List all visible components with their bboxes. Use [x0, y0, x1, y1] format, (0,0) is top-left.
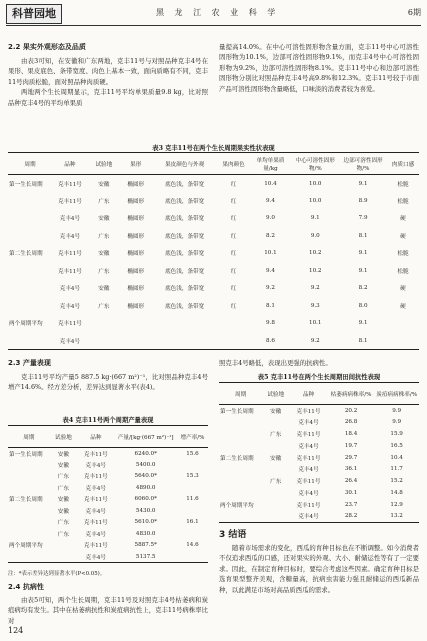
table-cell: 第二生长周期: [220, 455, 254, 462]
table-cell: [88, 315, 120, 333]
table-cell: 克丰11号: [83, 543, 108, 550]
table-cell: 5610.0*: [134, 519, 157, 526]
table5-header: 周期: [234, 391, 247, 398]
table-cell: [50, 540, 78, 552]
table-cell: 克丰11号: [57, 251, 82, 258]
table3-header: 单均单果质量/kg: [256, 157, 285, 172]
table-row: [219, 416, 419, 428]
table-cell: 16.1: [186, 519, 199, 526]
table-cell: 8.2: [358, 285, 368, 292]
table-cell: 9.1: [358, 250, 368, 257]
table-cell: 安徽: [270, 455, 282, 462]
table-cell: [219, 487, 262, 499]
table-cell: 10.1: [264, 250, 277, 257]
table-cell: 两个周期平均: [220, 502, 254, 509]
issue-number: 6期: [407, 8, 421, 17]
table-cell: 广东: [57, 531, 69, 538]
table-cell: [8, 505, 50, 517]
section-title-2-2: 2.2 果实外观形态及品质: [8, 43, 86, 51]
table-cell: 松脆: [397, 198, 409, 205]
table-cell: 10.0: [309, 197, 322, 204]
table-cell: 安徽: [57, 497, 69, 504]
section-2-2-body-right: [219, 42, 419, 94]
table-cell: 克丰11号: [83, 497, 108, 504]
table-cell: 14.8: [390, 489, 403, 496]
table-cell: 椭圆形: [127, 286, 145, 293]
table-cell: 广东: [98, 198, 110, 205]
table-cell: 椭圆形: [127, 198, 145, 205]
section-2-4-continued: [219, 358, 419, 368]
journal-title: 黑 龙 江 农 业 科 学: [156, 8, 280, 17]
table-cell: 29.7: [344, 454, 358, 461]
table-cell: 28.2: [344, 513, 358, 520]
table-cell: 9.4: [266, 197, 275, 204]
table-cell: [8, 482, 50, 494]
table-cell: [177, 551, 208, 563]
paragraph: 照克丰4号略低，表现出更强的抗病性。: [219, 359, 332, 367]
table-row: [8, 528, 208, 540]
table-row: [8, 192, 419, 210]
table4-header: 产量/[kg·(667 m²)⁻¹]: [117, 434, 174, 441]
table-cell: 红: [230, 181, 237, 188]
table-row: [219, 463, 419, 475]
table5-body: [219, 405, 419, 523]
table-cell: [219, 428, 262, 440]
table-cell: 8.2: [266, 232, 275, 239]
table-row: [219, 440, 419, 452]
table4: [8, 425, 208, 563]
table-cell: 9.8: [266, 320, 275, 327]
table-cell: 广东: [98, 268, 110, 275]
table-cell: 9.9: [392, 419, 402, 426]
table-cell: 安徽: [98, 216, 110, 223]
table-cell: 9.1: [358, 180, 368, 187]
table-cell: 椭圆形: [127, 216, 145, 223]
table-cell: 10.4: [390, 454, 403, 461]
table4-header: 试验地: [55, 434, 72, 441]
table-cell: 9.0: [310, 232, 320, 239]
paragraph: 量提高14.0%。在中心可溶性固形物含量方面，克丰11号中心可溶性固形物为10.1%，边部可溶性固形物9.1%，而克丰4号中心可溶性固形物为9.2%，边部可溶性固形物8.1%。克丰11号中心和边部可溶性固形物分别比对照品种克丰4号高9.8%和12.3%。克丰11号较于市面产品可溶性固形物含量略低，口味淡的消费者较为喜爱。: [219, 43, 419, 93]
table-cell: 30.1: [344, 489, 358, 496]
table-cell: 椭圆形: [127, 233, 145, 240]
table-cell: 安徽: [57, 451, 69, 458]
table-cell: 广东: [98, 233, 110, 240]
table-cell: 23.7: [344, 501, 358, 508]
page-number: 124: [8, 626, 24, 635]
table-cell: 克丰4号: [59, 233, 81, 240]
table-cell: 克丰4号: [85, 485, 106, 492]
table-cell: 椭圆形: [127, 251, 145, 258]
column-name: 科普园地: [6, 4, 62, 24]
table-cell: [8, 297, 52, 315]
table-cell: 广东: [270, 479, 282, 486]
table-cell: 克丰4号: [59, 286, 81, 293]
table-cell: [8, 551, 50, 563]
table-cell: 14.6: [186, 542, 199, 549]
table-cell: 10.4: [264, 180, 277, 187]
table-cell: 红: [230, 286, 237, 293]
table-row: [8, 175, 419, 193]
table-cell: 克丰11号: [296, 408, 321, 415]
table-cell: 红: [230, 216, 237, 223]
table-row: [219, 511, 419, 523]
table3-caption: 表3 克丰11号在两个生长周期果实性状表现: [152, 145, 275, 152]
table-cell: 9.9: [392, 407, 402, 414]
table-cell: 硬: [400, 233, 406, 240]
table5-header: 炭疽病病株率/%: [376, 391, 418, 398]
table-cell: [177, 528, 208, 540]
table-cell: [8, 280, 52, 298]
table-row: [8, 210, 419, 228]
table-cell: 6060.0*: [134, 496, 157, 503]
table-cell: 9.4: [266, 267, 275, 274]
table-cell: 底色浅，条带宽: [165, 286, 205, 293]
table-row: [8, 482, 208, 494]
table-cell: 广东: [57, 474, 69, 481]
table-cell: 底色浅，条带宽: [165, 233, 205, 240]
section-title-2-4: 2.4 抗病性: [8, 583, 44, 591]
table3-header: 边部可溶性固形物/%: [343, 157, 383, 172]
table-cell: 15.9: [390, 430, 403, 437]
table-cell: 5400.0: [135, 461, 156, 468]
table-cell: 第一生长周期: [220, 408, 254, 415]
table-cell: 18.4: [344, 430, 358, 437]
table-cell: 19.7: [344, 442, 358, 449]
table-cell: 克丰4号: [298, 467, 319, 474]
table-cell: 安徽: [98, 286, 110, 293]
table-cell: 克丰4号: [298, 443, 319, 450]
table-cell: 硬: [400, 286, 406, 293]
table-row: [8, 262, 419, 280]
table-cell: 克丰4号: [59, 216, 81, 223]
table-cell: 克丰4号: [298, 420, 319, 427]
paragraph: 随着市场需求的变化，西瓜的育种目标也在不断调整。如今消费者不仅追求西瓜的口感，还对果实的外观、大小、耐储运性等有了一定要求。因此，在制定育种目标时，要综合考虑这些因素。确定育种目标是选育果型整齐美观，含糖量高，抗病虫害能力强且耐储运的西瓜新品种，以此满足市场对高品质西瓜的需求。: [219, 544, 419, 594]
table-cell: 红: [230, 198, 237, 205]
table-cell: 6240.0*: [134, 450, 157, 457]
table-cell: 克丰4号: [59, 338, 81, 345]
table5-header: 品种: [302, 391, 315, 398]
table-cell: [262, 511, 289, 523]
table-cell: 5430.0: [135, 507, 156, 514]
table3-body: [8, 175, 419, 350]
table-cell: [262, 440, 289, 452]
table-cell: 克丰11号: [83, 474, 108, 481]
table-cell: [120, 315, 152, 333]
table5-header: 枯萎病病株率/%: [330, 391, 372, 398]
table3-header: 果皮颜色与外观: [165, 161, 205, 168]
table-cell: 9.0: [266, 215, 275, 222]
table-cell: 4890.0: [135, 484, 156, 491]
table-cell: 9.1: [358, 320, 368, 327]
table-cell: [219, 463, 262, 475]
paragraph: 由表3可知，在安徽和广东两地，克丰11号与对照品种克丰4号在果形、果皮底色、条带宽度、肉色上基本一致，面向质略有不同，克丰11号肉质松脆，面对照品种肉质硬。: [8, 57, 208, 86]
table-cell: 硬: [400, 303, 406, 310]
table-cell: 8.1: [358, 337, 368, 344]
table-cell: 安徽: [270, 408, 282, 415]
table-cell: 椭圆形: [127, 303, 145, 310]
table3-header: 中心可溶性固形物/%: [295, 157, 335, 172]
table-cell: 9.1: [310, 215, 320, 222]
section-2-4-body: [8, 595, 208, 626]
table-cell: [387, 332, 419, 350]
table-row: [219, 405, 419, 417]
table-cell: 10.0: [309, 180, 322, 187]
section-title-2-3: 2.3 产量表现: [8, 359, 51, 367]
table-cell: 克丰11号: [57, 198, 82, 205]
table-cell: 9.2: [310, 337, 320, 344]
table-cell: [8, 471, 50, 483]
table-cell: 9.3: [310, 302, 320, 309]
section-2-3-body: [8, 372, 208, 393]
table5-header: 试验地: [267, 391, 285, 398]
table-cell: 克丰11号: [296, 431, 321, 438]
table-cell: 安徽: [98, 251, 110, 258]
table-cell: 克丰4号: [298, 514, 319, 521]
table-cell: 5887.5*: [134, 542, 157, 549]
table-cell: 克丰11号: [57, 181, 82, 188]
table4-header: 增产率/%: [180, 434, 205, 441]
table-cell: 安徽: [98, 181, 110, 188]
table-row: [8, 551, 208, 563]
table-cell: 底色浅，条带宽: [165, 181, 205, 188]
table-row: [8, 459, 208, 471]
table-cell: 克丰11号: [296, 479, 321, 486]
table-cell: 8.1: [266, 302, 275, 309]
table-cell: [262, 487, 289, 499]
table5: [219, 382, 419, 523]
table-cell: 36.1: [344, 466, 358, 473]
table-cell: [219, 511, 262, 523]
table-cell: [262, 463, 289, 475]
table-row: [8, 448, 208, 460]
table-cell: 8.9: [358, 197, 368, 204]
table-cell: [177, 459, 208, 471]
table-cell: [8, 227, 52, 245]
table-cell: 底色浅，条带宽: [165, 198, 205, 205]
table-cell: [50, 551, 78, 563]
table4-header: 品种: [90, 434, 102, 441]
table-cell: [8, 210, 52, 228]
paragraph: 克丰11号平均产量5 887.5 kg·(667 m²)⁻¹，比对照品种克丰4号增产14.6%。经方差分析，差异达到显著水平(表4)。: [8, 373, 208, 392]
table-cell: [120, 332, 152, 350]
table-row: [219, 499, 419, 511]
table-cell: [219, 416, 262, 428]
table-cell: 10.2: [309, 250, 322, 257]
table-cell: 第二生长周期: [9, 251, 43, 258]
table3-header: 周期: [24, 161, 36, 168]
table-cell: 克丰4号: [298, 490, 319, 497]
table-cell: 16.5: [390, 442, 403, 449]
table-cell: 克丰11号: [83, 451, 108, 458]
table-cell: 克丰11号: [83, 520, 108, 527]
table3-header: 试验地: [95, 161, 113, 168]
table-row: [8, 245, 419, 263]
table-cell: 底色浅，条带宽: [165, 251, 205, 258]
table-cell: 9.1: [358, 267, 368, 274]
table-cell: 8.0: [358, 302, 368, 309]
table-cell: 松脆: [397, 268, 409, 275]
table-cell: 克丰11号: [57, 321, 82, 328]
table-cell: 第一生长周期: [9, 181, 43, 188]
table-cell: 12.9: [390, 501, 403, 508]
table-row: [8, 540, 208, 552]
table-cell: 克丰11号: [296, 502, 321, 509]
table3: [8, 152, 419, 350]
table-cell: 克丰4号: [59, 303, 81, 310]
table-cell: 4830.0: [135, 530, 156, 537]
table-cell: 9.2: [310, 285, 320, 292]
table-row: [8, 227, 419, 245]
table-cell: 两个周期平均: [9, 543, 43, 550]
table4-body: [8, 448, 208, 563]
table-cell: [152, 332, 218, 350]
table-cell: 广东: [98, 303, 110, 310]
table-row: [8, 505, 208, 517]
table-cell: 椭圆形: [127, 268, 145, 275]
table-cell: 克丰11号: [57, 268, 82, 275]
table-cell: [8, 262, 52, 280]
table3-header: 品种: [64, 161, 76, 168]
table-row: [8, 517, 208, 529]
table4-caption: 表4 克丰11号两个周期产量表现: [62, 417, 154, 424]
table-cell: 底色浅，条带宽: [165, 216, 205, 223]
table-cell: 红: [230, 268, 237, 275]
table-cell: 第一生长周期: [9, 451, 43, 458]
table-cell: 9.2: [266, 285, 275, 292]
table3-header: 肉质口感: [391, 161, 415, 168]
table-cell: 11.6: [186, 496, 199, 503]
table-cell: 克丰11号: [296, 455, 321, 462]
table-cell: [8, 528, 50, 540]
table-cell: 广东: [270, 431, 282, 438]
table-cell: 5137.5: [135, 553, 156, 560]
table-cell: 11.7: [390, 466, 403, 473]
table-cell: 底色浅，条带宽: [165, 268, 205, 275]
table-cell: 红: [230, 251, 237, 258]
table-row: [219, 428, 419, 440]
table-cell: 26.8: [344, 419, 358, 426]
table-cell: 26.4: [344, 478, 358, 485]
table-cell: 克丰4号: [85, 508, 106, 515]
table-cell: [262, 499, 289, 511]
table-cell: 安徽: [57, 508, 69, 515]
table-cell: [8, 192, 52, 210]
table-row: [219, 452, 419, 464]
table-cell: [8, 459, 50, 471]
table3-header: 果形: [130, 161, 142, 168]
table-cell: 两个周期平均: [9, 321, 43, 328]
table-row: [8, 332, 419, 350]
table-cell: 红: [230, 233, 237, 240]
table-cell: 克丰4号: [85, 462, 106, 469]
table5-caption: 表5 克丰11号在两个生长周期田间抗性表现: [257, 374, 381, 381]
table-cell: 第二生长周期: [9, 497, 43, 504]
table-row: [219, 475, 419, 487]
table-cell: [218, 332, 250, 350]
table-cell: [219, 475, 262, 487]
table-row: [219, 487, 419, 499]
table4-note: 注：*表示差异达到显著水平(P<0.05)。: [8, 571, 106, 577]
section-title-3: 3 结语: [219, 530, 247, 540]
table-cell: [177, 482, 208, 494]
table-cell: 20.2: [344, 407, 358, 414]
table3-header: 果肉颜色: [222, 161, 245, 168]
table-cell: 底色浅，条带宽: [165, 303, 205, 310]
table-cell: 8.1: [358, 232, 368, 239]
table-cell: [262, 416, 289, 428]
table-cell: 5640.0*: [134, 473, 157, 480]
table-cell: 8.6: [266, 337, 275, 344]
table-cell: 松脆: [397, 251, 409, 258]
table-cell: 克丰4号: [85, 554, 106, 561]
table-cell: [219, 440, 262, 452]
page-header: [6, 4, 421, 24]
table-cell: 15.2: [390, 478, 403, 485]
table-cell: 广东: [57, 520, 69, 527]
table-cell: 克丰4号: [85, 531, 106, 538]
table-cell: [88, 332, 120, 350]
table-cell: 7.9: [358, 215, 368, 222]
table-cell: [8, 332, 52, 350]
table-cell: 红: [230, 303, 237, 310]
table-cell: 10.1: [309, 320, 322, 327]
table4-header: 周期: [23, 434, 35, 441]
table-cell: [152, 315, 218, 333]
table-row: [8, 315, 419, 333]
table-cell: [218, 315, 250, 333]
section-2-2-body-left: [8, 56, 208, 108]
paragraph: 由表5可知，两个生长周期，克丰11号及对照克丰4号枯萎病和炭疽病均有发生。其中在枯萎病抗性和炭疽病抗性上，克丰11号病株率比对: [8, 596, 208, 625]
table-cell: 10.2: [309, 267, 322, 274]
table-cell: 安徽: [57, 462, 69, 469]
table-cell: 广东: [57, 485, 69, 492]
section-3-body: [219, 543, 419, 595]
table-cell: 15.6: [186, 450, 199, 457]
table-cell: 15.3: [186, 473, 199, 480]
table-row: [8, 494, 208, 506]
table-row: [8, 280, 419, 298]
table-row: [8, 297, 419, 315]
table-cell: [8, 517, 50, 529]
table-cell: 13.2: [390, 513, 403, 520]
table-cell: [177, 505, 208, 517]
paragraph: 两地两个生长周期显示，克丰11号平均单果质量9.8 kg，比对照品种克丰4号的平均单果质: [8, 88, 208, 107]
table-row: [8, 471, 208, 483]
table-cell: 松脆: [397, 181, 409, 188]
table-cell: 硬: [400, 216, 406, 223]
table-cell: 椭圆形: [127, 181, 145, 188]
table-cell: [387, 315, 419, 333]
header-rule: [6, 25, 421, 26]
